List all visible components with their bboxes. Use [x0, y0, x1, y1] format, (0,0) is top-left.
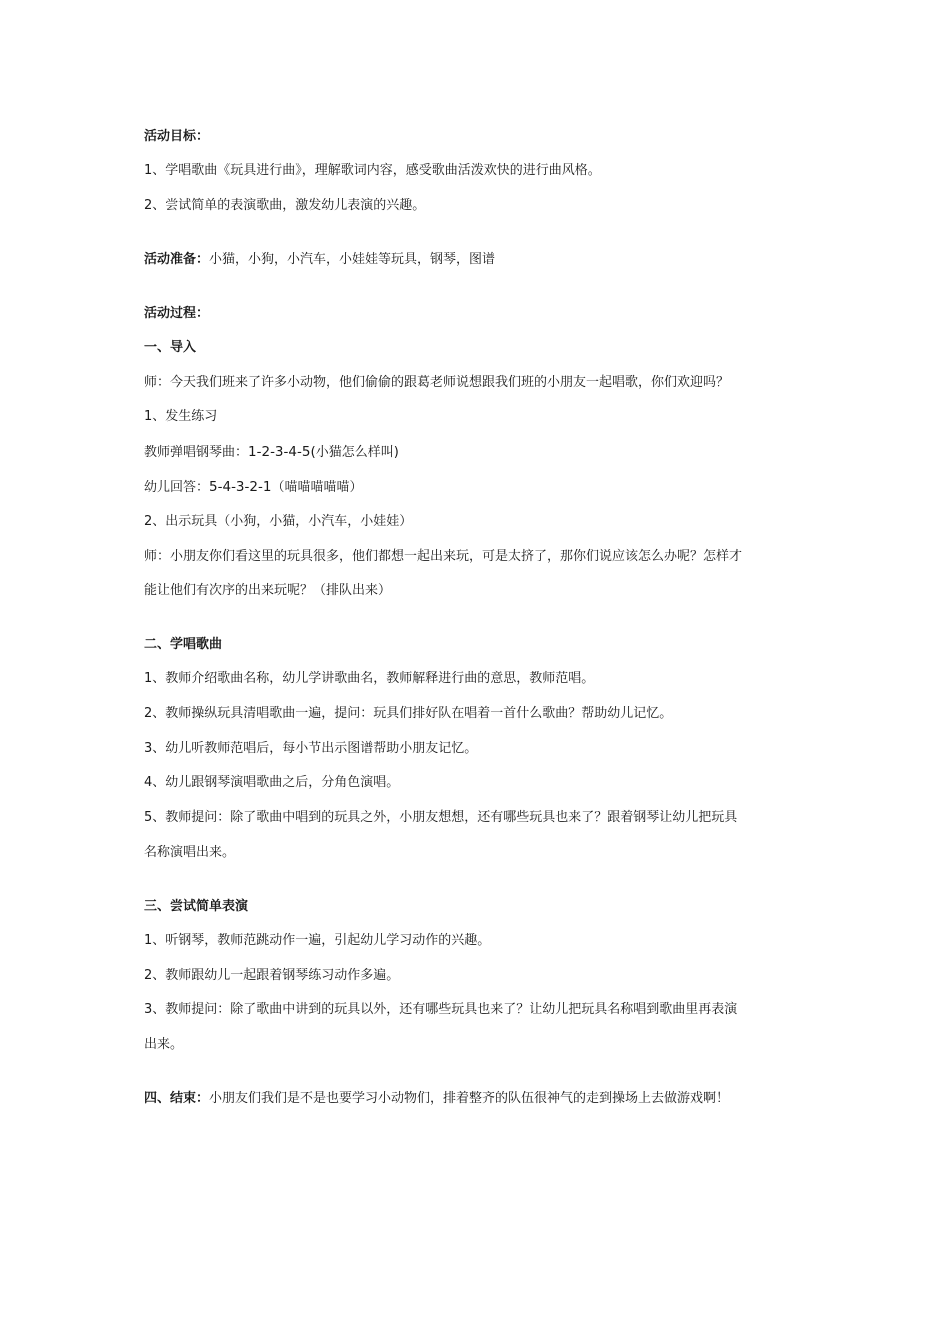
teacher-suffix: 小猫怎么样叫): [315, 445, 399, 460]
section3-item-2: 2、教师跟幼儿一起跟着钢琴练习动作多遍。: [144, 968, 400, 983]
goal-item-1: 1、学唱歌曲《玩具进行曲》，理解歌词内容，感受歌曲活泼欢快的进行曲风格。: [144, 163, 601, 178]
prep-line: [144, 251, 495, 269]
child-prefix: 幼儿回答：: [144, 480, 210, 495]
section3-item-3-line2: 出来。: [144, 1037, 184, 1052]
section2-item-5-line2: 名称演唱出来。: [144, 845, 236, 860]
prep-label: 活动准备：: [144, 252, 210, 267]
goal-item-2: 2、尝试简单的表演歌曲，激发幼儿表演的兴趣。: [144, 198, 426, 213]
section1-question-line1: 师：小朋友你们看这里的玩具很多，他们都想一起出来玩，可是太挤了，那你们说应该怎么办呢？怎样才: [144, 549, 743, 564]
section3-item-1: 1、听钢琴，教师范跳动作一遍，引起幼儿学习动作的兴趣。: [144, 933, 491, 948]
child-suffix: （喵喵喵喵喵）: [271, 480, 363, 495]
goals-heading: 活动目标：: [144, 129, 210, 144]
teacher-prefix: 教师弹唱钢琴曲：: [144, 445, 249, 460]
section1-title: 一、导入: [144, 340, 197, 355]
child-line: [144, 478, 362, 496]
section1-step1: 1、发生练习: [144, 409, 218, 424]
section4-label: 四、结束：: [144, 1091, 210, 1106]
section3-title: 三、尝试简单表演: [144, 899, 249, 914]
section2-item-2: 2、教师操纵玩具清唱歌曲一遍，提问：玩具们排好队在唱着一首什么歌曲？帮助幼儿记忆。: [144, 706, 673, 721]
section3-item-3-line1: 3、教师提问：除了歌曲中讲到的玩具以外，还有哪些玩具也来了？让幼儿把玩具名称唱到歌曲里再表演: [144, 1002, 738, 1017]
process-heading: 活动过程：: [144, 306, 210, 321]
prep-text: 小猫，小狗，小汽车，小娃娃等玩具，钢琴，图谱: [209, 252, 496, 267]
teacher-line: [144, 443, 399, 461]
section2-title: 二、学唱歌曲: [144, 637, 223, 652]
section4-line: [144, 1090, 729, 1108]
section4-text: 小朋友们我们是不是也要学习小动物们，排着整齐的队伍很神气的走到操场上去做游戏啊！: [209, 1091, 730, 1106]
section1-question-line2: 能让他们有次序的出来玩呢？（排队出来）: [144, 583, 392, 598]
section2-item-5-line1: 5、教师提问：除了歌曲中唱到的玩具之外，小朋友想想，还有哪些玩具也来了？跟着钢琴让幼儿把玩具: [144, 810, 738, 825]
section2-item-3: 3、幼儿听教师范唱后，每小节出示图谱帮助小朋友记忆。: [144, 741, 478, 756]
section2-item-4: 4、幼儿跟钢琴演唱歌曲之后，分角色演唱。: [144, 775, 400, 790]
section2-item-1: 1、教师介绍歌曲名称，幼儿学讲歌曲名，教师解释进行曲的意思，教师范唱。: [144, 671, 595, 686]
section1-step2: 2、出示玩具（小狗，小猫，小汽车，小娃娃）: [144, 514, 413, 529]
teacher-notes: 1-2-3-4-5(: [248, 444, 316, 460]
child-notes: 5-4-3-2-1: [209, 479, 272, 495]
section1-intro: 师：今天我们班来了许多小动物，他们偷偷的跟葛老师说想跟我们班的小朋友一起唱歌，你们欢迎吗？: [144, 375, 730, 390]
